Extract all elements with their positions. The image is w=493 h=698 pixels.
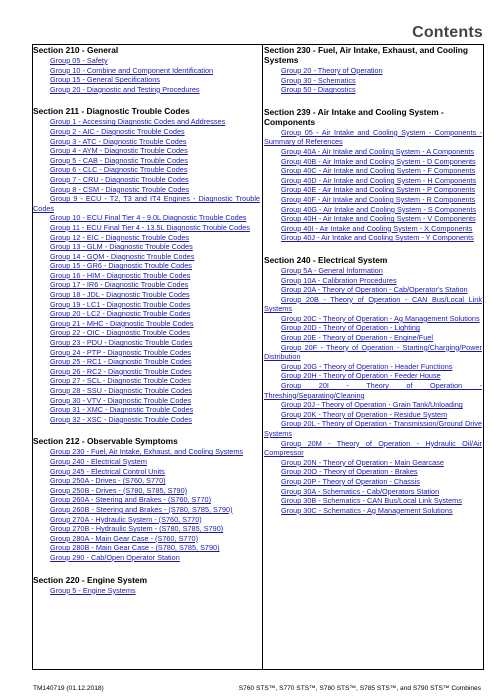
toc-link[interactable]: Group 40E - Air Intake and Cooling System - P Components: [281, 185, 476, 195]
section-heading: Section 211 - Diagnostic Trouble Codes: [33, 106, 190, 117]
toc-link[interactable]: Group 25 - RC1 - Diagnostic Trouble Codes: [50, 357, 192, 367]
toc-link[interactable]: Group 270A - Hydraulic System - (S760, S770): [50, 514, 202, 524]
toc-link[interactable]: Group 40B - Air Intake and Cooling System - D Components: [281, 156, 476, 166]
section-spacer: [264, 95, 482, 107]
section-spacer: [33, 94, 260, 106]
toc-link[interactable]: Group 20A - Theory of Operation - Cab/Operator's Station: [281, 285, 468, 295]
toc-link[interactable]: Group 20K - Theory of Operation - Residue System: [281, 409, 448, 419]
toc-link[interactable]: Group 5 - Engine Systems: [50, 585, 136, 595]
toc-link[interactable]: Group 20B - Theory of Operation - CAN Bus/Local Link Systems: [264, 294, 482, 314]
toc-link[interactable]: Group 20O - Theory of Operation - Brakes: [281, 467, 418, 477]
toc-link[interactable]: Group 20P - Theory of Operation - Chassis: [281, 476, 420, 486]
toc-link[interactable]: Group 20 - Diagnostic and Testing Procedures: [50, 84, 200, 94]
toc-link[interactable]: Group 26 - RC2 - Diagnostic Trouble Codes: [50, 366, 192, 376]
toc-link[interactable]: Group 20H - Theory of Operation - Feeder House: [281, 371, 441, 381]
page-title: Contents: [412, 24, 483, 41]
toc-link[interactable]: Group 15 - General Specifications: [50, 75, 160, 85]
section-heading: Section 220 - Engine System: [33, 574, 148, 585]
section-heading: Section 212 - Observable Symptoms: [33, 436, 178, 447]
toc-link[interactable]: Group 05 - Safety: [50, 56, 108, 65]
toc-link[interactable]: Group 290 - Cab/Open Operator Station: [50, 552, 180, 562]
toc-link[interactable]: Group 1 - Accessing Diagnostic Codes and Addresses: [50, 117, 226, 127]
toc-link[interactable]: Group 20C - Theory of Operation - Ag Management Solutions: [281, 313, 480, 323]
section-heading: Section 230 - Fuel, Air Intake, Exhaust, and Cooling Systems: [264, 45, 468, 65]
section-heading: Section 239 - Air Intake and Cooling System - Components: [264, 106, 444, 127]
toc-link[interactable]: Group 20L - Theory of Operation - Transmission/Ground Drive Systems: [264, 419, 482, 438]
toc-link[interactable]: Group 260B - Steering and Brakes - (S780, S785, S790): [50, 504, 233, 514]
toc-link[interactable]: Group 22 - OIC - Diagnostic Trouble Codes: [50, 328, 190, 338]
section-spacer: [33, 563, 260, 575]
toc-link[interactable]: Group 260A - Steering and Brakes - (S760, S770): [50, 495, 212, 505]
toc-link[interactable]: Group 6 - CLC - Diagnostic Trouble Codes: [50, 165, 188, 175]
toc-link[interactable]: Group 21 - MHC - Diagnostic Trouble Codes: [50, 318, 194, 328]
toc-link[interactable]: Group 30C - Schematics - Ag Management Solutions: [281, 505, 453, 515]
toc-link[interactable]: Group 40F - Air Intake and Cooling System - R Components: [281, 194, 476, 204]
toc-link[interactable]: Group 24 - PTP - Diagnostic Trouble Codes: [50, 347, 192, 357]
toc-link[interactable]: Group 16 - HIM - Diagnostic Trouble Codes: [50, 270, 191, 280]
toc-link[interactable]: Group 30 - Schematics: [281, 75, 356, 85]
toc-link[interactable]: Group 15 - GR6 - Diagnostic Trouble Codes: [50, 261, 192, 271]
toc-link[interactable]: Group 20 - Theory of Operation: [281, 66, 383, 75]
toc-link[interactable]: Group 40J - Air Intake and Cooling System - Y Components: [281, 233, 474, 243]
toc-link[interactable]: Group 19 - LC1 - Diagnostic Trouble Codes: [50, 299, 191, 309]
toc-link[interactable]: Group 20I - Theory of Operation - Threshing/Separating/Cleaning: [264, 381, 482, 400]
toc-link[interactable]: Group 7 - CRU - Diagnostic Trouble Codes: [50, 174, 189, 184]
toc-link[interactable]: Group 9 - ECU - T2, T3 and IT4 Engines - Diagnostic Trouble Codes: [33, 194, 260, 213]
toc-link[interactable]: Group 14 - GQM - Diagnostic Trouble Codes: [50, 251, 195, 261]
toc-link[interactable]: Group 245 - Electrical Control Units: [50, 466, 165, 476]
toc-link[interactable]: Group 13 - GLM - Diagnostic Trouble Codes: [50, 242, 193, 252]
footer-doc-id: TM140719 (01.12.2018): [33, 685, 104, 692]
toc-link[interactable]: Group 5A - General Information: [281, 265, 383, 275]
toc-link[interactable]: Group 2 - AIC - Diagnostic Trouble Codes: [50, 126, 185, 136]
toc-link[interactable]: Group 240 - Electrical System: [50, 456, 147, 466]
toc-link[interactable]: Group 40I - Air Intake and Cooling System - X Components: [281, 223, 473, 233]
toc-link[interactable]: Group 10 - Combine and Component Identification: [50, 65, 214, 75]
toc-link[interactable]: Group 23 - PDU - Diagnostic Trouble Codes: [50, 338, 193, 348]
toc-link[interactable]: Group 31 - XMC - Diagnostic Trouble Codes: [50, 405, 194, 415]
toc-link[interactable]: Group 20F - Theory of Operation - Starting/Charging/Power Distribution: [264, 342, 482, 362]
toc-link[interactable]: Group 40H - Air Intake and Cooling System - V Components: [281, 214, 476, 224]
left-column: [33, 45, 260, 595]
toc-link[interactable]: Group 280B - Main Gear Case - (S780, S785, S790): [50, 543, 220, 553]
right-column: [264, 45, 482, 515]
toc-link[interactable]: Group 8 - CSM - Diagnostic Trouble Codes: [50, 184, 190, 194]
toc-link[interactable]: Group 17 - IR6 - Diagnostic Trouble Codes: [50, 280, 189, 290]
toc-link[interactable]: Group 20D - Theory of Operation - Lighting: [281, 323, 420, 333]
toc-link[interactable]: Group 20N - Theory of Operation - Main Gearcase: [281, 457, 444, 467]
toc-link[interactable]: Group 10A - Calibration Procedures: [281, 275, 397, 285]
toc-link[interactable]: Group 40G - Air Intake and Cooling System - S Components: [281, 204, 477, 214]
toc-link[interactable]: Group 270B - Hydraulic System - (S780, S785, S790): [50, 524, 224, 534]
toc-link[interactable]: Group 12 - EIC - Diagnostic Trouble Codes: [50, 232, 190, 242]
toc-link[interactable]: Group 18 - JDL - Diagnostic Trouble Codes: [50, 290, 190, 300]
toc-link[interactable]: Group 27 - SCL - Diagnostic Trouble Codes: [50, 376, 191, 386]
toc-link[interactable]: Group 5 - CAB - Diagnostic Trouble Codes: [50, 155, 188, 165]
toc-link[interactable]: Group 20J - Theory of Operation - Grain Tank/Unloading: [281, 400, 463, 410]
toc-link[interactable]: Group 30A - Schematics - Cab/Operators Station: [281, 486, 440, 496]
section-heading: Section 240 - Electrical System: [264, 254, 388, 265]
toc-link[interactable]: Group 10 - ECU Final Tier 4 - 9.0L Diagnostic Trouble Codes: [50, 213, 247, 223]
toc-link[interactable]: Group 30B - Schematics - CAN Bus/Local Link Systems: [281, 496, 462, 506]
toc-link[interactable]: Group 20M - Theory of Operation - Hydraulic Oil/Air Compressor: [264, 438, 482, 458]
toc-link[interactable]: Group 28 - SSU - Diagnostic Trouble Codes: [50, 386, 192, 395]
footer-product-line: S760 STS™, S770 STS™, S780 STS™, S785 STS™, and S790 STS™ Combines: [238, 685, 481, 692]
toc-link[interactable]: Group 250A - Drives - (S760, S770): [50, 476, 166, 486]
toc-link[interactable]: Group 280A - Main Gear Case - (S760, S770): [50, 533, 199, 543]
section-spacer: [264, 243, 482, 255]
toc-link[interactable]: Group 05 - Air Intake and Cooling System - Components - Summary of References: [264, 127, 482, 147]
toc-link[interactable]: Group 3 - ATC - Diagnostic Trouble Codes: [50, 136, 187, 146]
toc-link[interactable]: Group 40A - Air Intake and Cooling System - A Components: [281, 146, 475, 156]
toc-link[interactable]: Group 32 - XSC - Diagnostic Trouble Codes: [50, 414, 192, 424]
column-divider: [262, 44, 263, 670]
toc-link[interactable]: Group 30 - VTV - Diagnostic Trouble Codes: [50, 395, 192, 405]
section-heading: Section 210 - General: [33, 45, 119, 55]
toc-link[interactable]: Group 20 - LC2 - Diagnostic Trouble Codes: [50, 309, 191, 319]
toc-link[interactable]: Group 230 - Fuel, Air Intake, Exhaust, and Cooling Systems: [50, 447, 244, 457]
toc-link[interactable]: Group 20E - Theory of Operation - Engine/Fuel: [281, 333, 433, 343]
toc-link[interactable]: Group 250B - Drives - (S780, S785, S790): [50, 485, 188, 495]
toc-link[interactable]: Group 20G - Theory of Operation - Header Functions: [281, 361, 453, 371]
toc-link[interactable]: Group 4 - AYM - Diagnostic Trouble Codes: [50, 146, 188, 156]
toc-link[interactable]: Group 40C - Air Intake and Cooling System - F Components: [281, 166, 476, 176]
toc-link[interactable]: Group 11 - ECU Final Tier 4 - 13.5L Diagnostic Trouble Codes: [50, 222, 250, 232]
section-spacer: [33, 424, 260, 436]
toc-link[interactable]: Group 50 - Diagnostics: [281, 85, 356, 95]
toc-link[interactable]: Group 40D - Air Intake and Cooling System - H Components: [281, 175, 477, 185]
